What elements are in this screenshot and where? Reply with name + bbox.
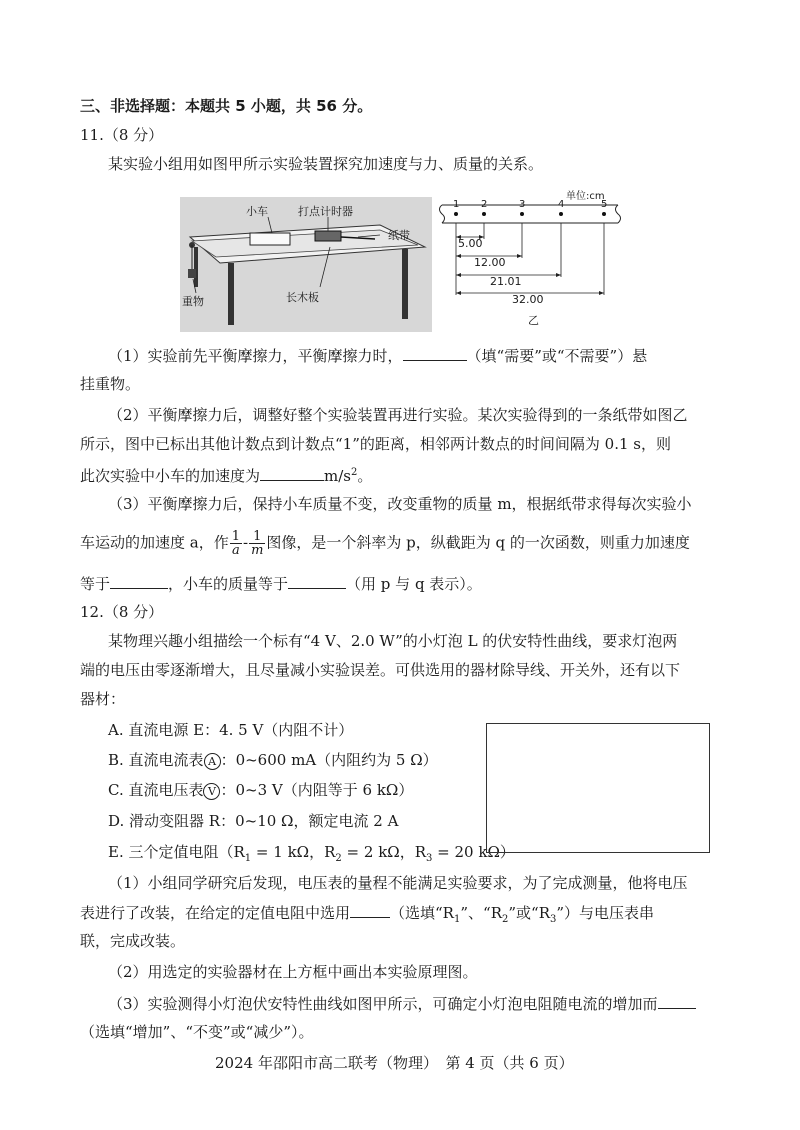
cart-label: 小车	[246, 205, 268, 218]
q12-item-c: C. 直流电压表 V ：0~3 V（内阻等于 6 kΩ）	[108, 781, 414, 799]
voltmeter-symbol: V	[203, 783, 220, 800]
paper-tape-figure	[436, 193, 626, 333]
tape-label: 纸带	[388, 229, 410, 242]
fig-yi-caption: 乙	[528, 314, 539, 327]
point-2: 2	[481, 199, 488, 210]
apparatus-figure	[180, 197, 432, 332]
dist-1-4: 21.01	[490, 275, 522, 288]
q12-item-d: D. 滑动变阻器 R：0~10 Ω，额定电流 2 A	[108, 812, 399, 830]
q11-p3-line3: 等于 ，小车的质量等于 （用 p 与 q 表示）。	[80, 572, 482, 595]
tape-unit: 单位:cm	[566, 191, 605, 202]
q12-number: 12.（8 分）	[80, 603, 164, 621]
dist-1-3: 12.00	[474, 256, 506, 269]
q12-p2: （2）用选定的实验器材在上方框中画出本实验原理图。	[108, 963, 478, 981]
q12-intro-3: 器材：	[80, 690, 126, 708]
q12-p3-line1: （3）实验测得小灯泡伏安特性曲线如图甲所示，可确定小灯泡电阻随电流的增加而	[108, 992, 696, 1015]
timer-label: 打点计时器	[298, 205, 353, 218]
q12-p3-line2: （选填“增加”、“不变”或“减少”）。	[80, 1023, 314, 1041]
q11-p3-line2: 车运动的加速度 a，作 $\frac{1}{a}$ - $\frac{1}{m}$ 图像，是一个斜率为 p，纵截距为 q 的一次函数，则重力加速度	[80, 529, 690, 558]
q11-p3-blank-g[interactable]	[110, 572, 168, 589]
q12-p1-blank[interactable]	[350, 901, 390, 918]
dist-1-5: 32.00	[512, 293, 544, 306]
q12-item-e: E. 三个定值电阻（$R_1 = 1$ kΩ，$R_2 = 2$ kΩ，$R_3 = 20$ kΩ）	[108, 843, 515, 864]
q11-p2-line2: 所示，图中已标出其他计数点到计数点“1”的距离，相邻两计数点的时间间隔为 0.1 s，则	[80, 435, 671, 453]
frac-1-a: $\frac{1}{a}$	[231, 529, 240, 558]
point-1: 1	[453, 199, 460, 210]
q12-p1-line2: 表进行了改装，在给定的定值电阻中选用 （选填“$R_1$”、“$R_2$”或“$R_3$”）与电压表串	[80, 901, 654, 931]
q11-p1-blank[interactable]	[403, 344, 467, 361]
ammeter-symbol: A	[204, 753, 221, 770]
point-5: 5	[601, 199, 608, 210]
q12-item-b: B. 直流电流表 A ：0~600 mA（内阻约为 5 Ω）	[108, 751, 438, 769]
q12-p1-line3: 联，完成改装。	[80, 932, 186, 950]
q11-p1-cont: 挂重物。	[80, 375, 141, 393]
q12-item-a: A. 直流电源 E：4. 5 V（内阻不计）	[108, 721, 354, 739]
point-4: 4	[558, 199, 565, 210]
point-3: 3	[519, 199, 526, 210]
q11-p2-line1: （2）平衡摩擦力后，调整好整个实验装置再进行实验。某次实验得到的一条纸带如图乙	[108, 406, 688, 424]
q11-intro: 某实验小组用如图甲所示实验装置探究加速度与力、质量的关系。	[108, 155, 544, 173]
q12-p1-line1: （1）小组同学研究后发现，电压表的量程不能满足实验要求，为了完成测量，他将电压	[108, 874, 688, 892]
page-footer: 2024 年邵阳市高二联考（物理） 第 4 页（共 6 页）	[215, 1054, 574, 1072]
q11-p2-line3: 此次实验中小车的加速度为 $m/s^2$。	[80, 462, 372, 487]
q11-number: 11.（8 分）	[80, 126, 164, 144]
q12-intro-1: 某物理兴趣小组描绘一个标有“4 V、2.0 W”的小灯泡 L 的伏安特性曲线，要求灯泡两	[108, 632, 678, 650]
weight-label: 重物	[182, 295, 204, 308]
q12-p3-blank[interactable]	[658, 992, 696, 1009]
q12-intro-2: 端的电压由零逐渐增大，且尽量减小实验误差。可供选用的器材除导线、开关外，还有以下	[80, 661, 681, 679]
section-heading: 三、非选择题：本题共 5 小题，共 56 分。	[80, 97, 373, 115]
dist-1-2: 5.00	[458, 237, 483, 250]
circuit-drawing-box[interactable]	[486, 723, 710, 853]
q11-p2-blank[interactable]	[260, 464, 324, 481]
q11-p3-blank-mass[interactable]	[288, 572, 346, 589]
frac-1-m: $\frac{1}{m}$	[251, 529, 264, 558]
q11-p3-line1: （3）平衡摩擦力后，保持小车质量不变，改变重物的质量 m，根据纸带求得每次实验小	[108, 495, 692, 513]
board-label: 长木板	[286, 291, 319, 304]
q11-p1: （1）实验前先平衡摩擦力，平衡摩擦力时， （填“需要”或“不需要”）悬	[108, 344, 647, 367]
